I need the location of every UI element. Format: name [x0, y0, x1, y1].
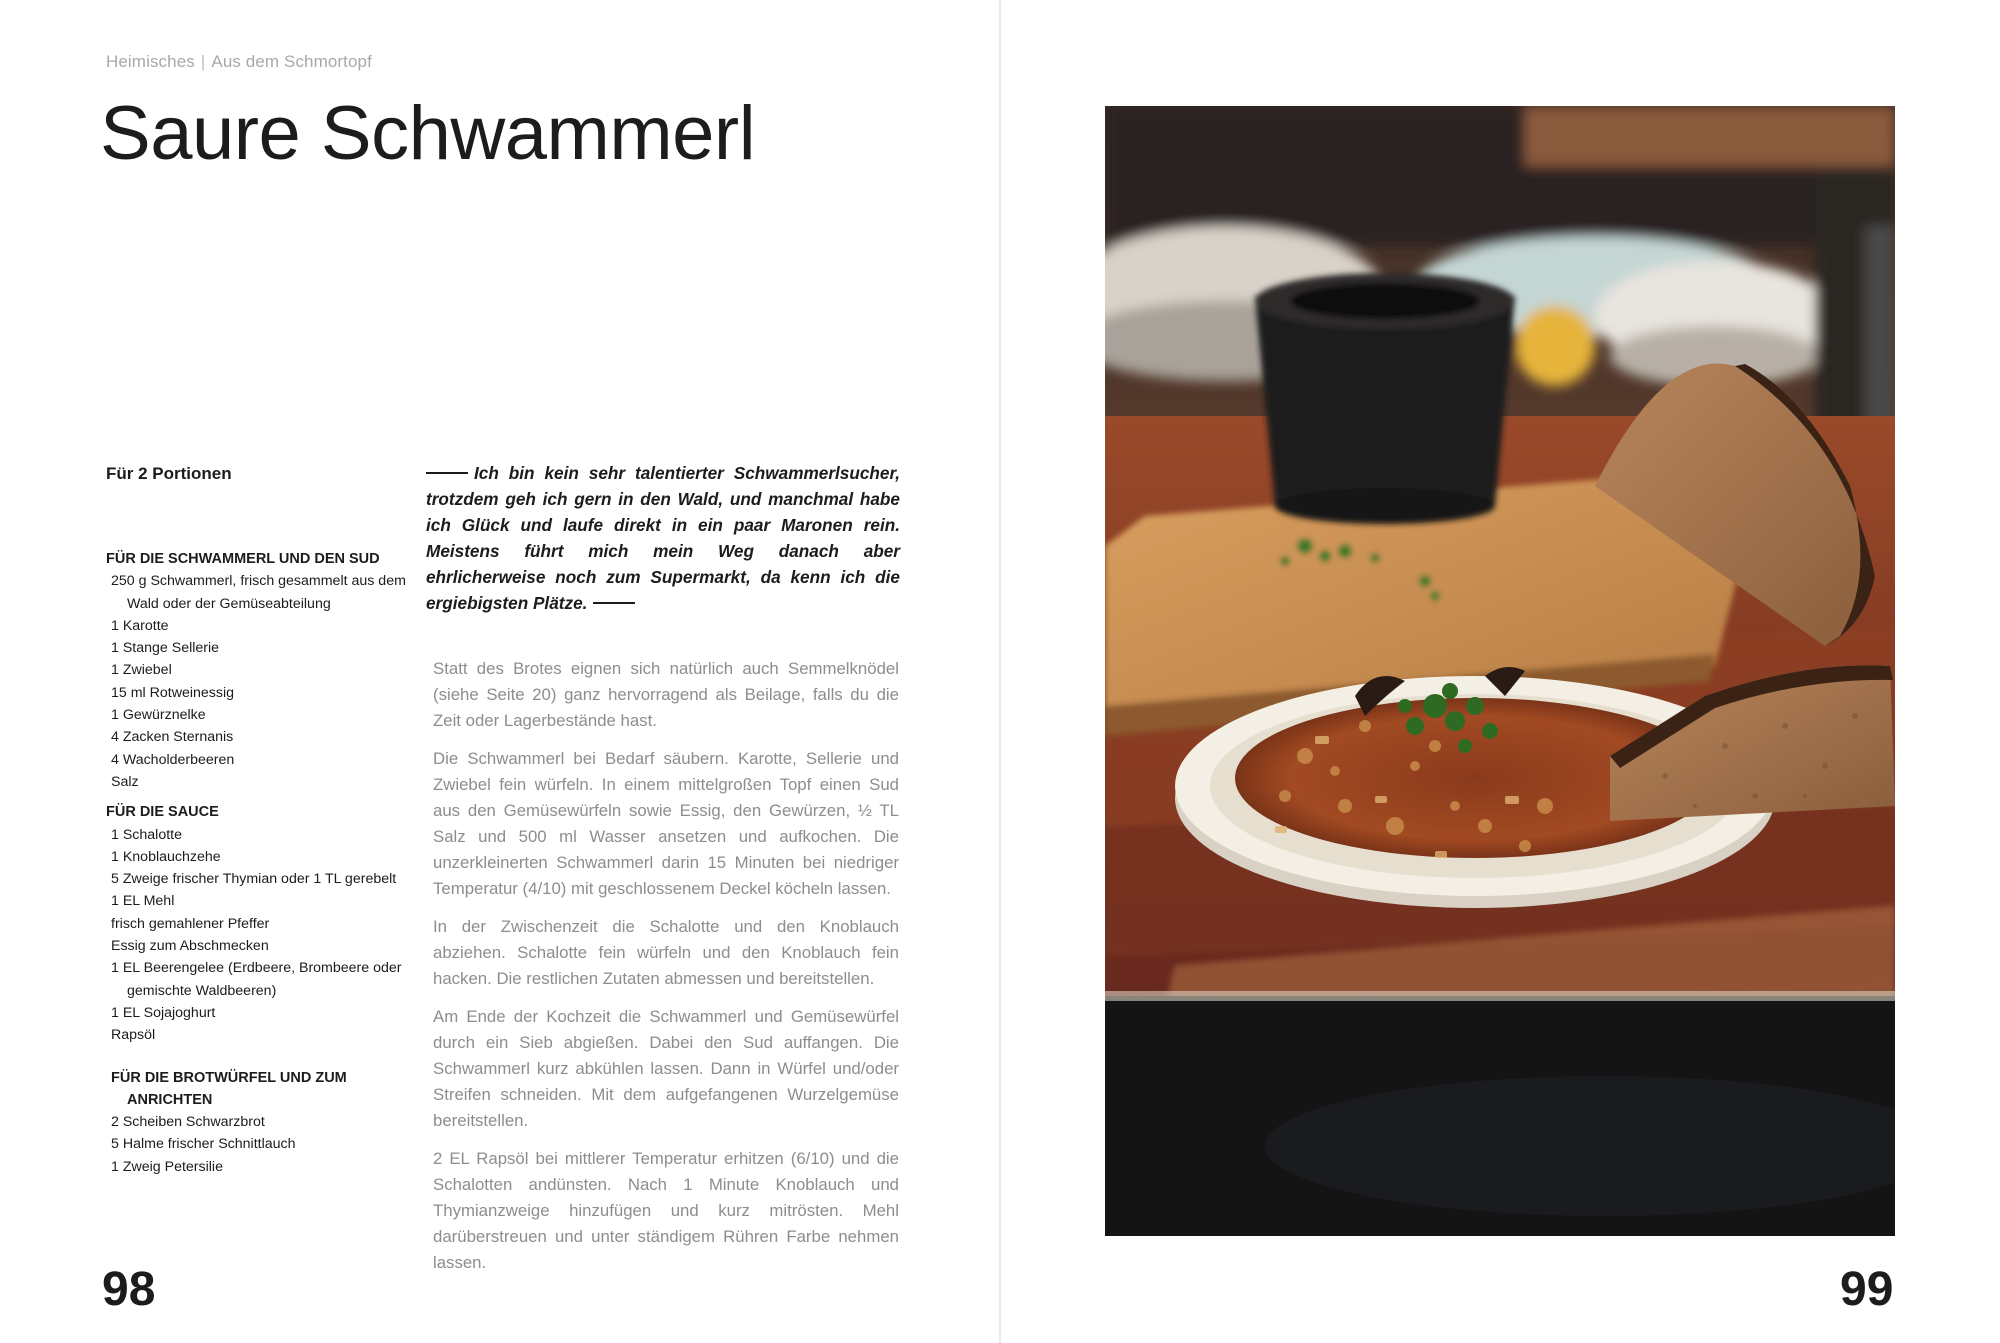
ingredient-item: 15 ml Rotweinessig — [111, 684, 235, 701]
recipe-title: Saure Schwammerl — [100, 91, 756, 176]
page-gutter — [999, 0, 1001, 1343]
ingredient-item: Rapsöl — [111, 1027, 156, 1044]
instruction-paragraph: 2 EL Rapsöl bei mittlerer Temperatur erhitzen (6/10) und die Schalotten andünsten. Nach 1 Minute Knoblauch und Thymianzweige hinzufügen und kurz mitrösten. Mehl darüberstreuen und unter ständigem Rühren Farbe nehmen lassen. — [433, 1149, 899, 1272]
intro-quote — [426, 460, 900, 616]
ingredient-item: 1 EL Beerengelee (Erdbeere, Brombeere oder gemischte Waldbeeren) — [111, 960, 402, 999]
ingredient-item: Essig zum Abschmecken — [111, 938, 269, 955]
servings-label: Für 2 Portionen — [106, 464, 232, 483]
instruction-paragraph: Die Schwammerl bei Bedarf säubern. Karotte, Sellerie und Zwiebel fein würfeln. In einem mittelgroßen Topf einen Sud aus den Gemüsewürfeln sowie Essig, den Gewürzen, ½ TL Salz und 500 ml Wasser ansetzen und aufkochen. Die unzerkleinerten Schwammerl darin 15 Minuten bei niedriger Temperatur (4/10) mit geschlossenem Deckel köcheln lassen. — [433, 749, 899, 898]
ingredient-item: 2 Scheiben Schwarzbrot — [111, 1114, 265, 1131]
ingredient-group — [106, 801, 416, 1046]
quote-dash — [593, 602, 635, 604]
quote-dash — [426, 472, 468, 474]
ingredient-group — [106, 1067, 416, 1178]
quote-text: Ich bin kein sehr talentierter Schwammerlsucher, trotzdem geh ich gern in den Wald, und manchmal habe ich Glück und laufe direkt in ein paar Maronen rein. Meistens führt mich mein Weg danach aber ehrlicherweise noch zum Supermarkt, da kenn ich die ergiebigsten Plätze. — [426, 463, 900, 613]
page-number-right: 99 — [1840, 1263, 1894, 1316]
ingredient-group-heading: FÜR DIE SAUCE — [106, 804, 219, 821]
ingredient-item: 1 EL Mehl — [111, 893, 175, 910]
ingredient-group-heading: FÜR DIE SCHWAMMERL UND DEN SUD — [106, 551, 380, 567]
ingredient-item: 1 Knoblauchzehe — [111, 848, 221, 865]
instruction-paragraph: Statt des Brotes eignen sich natürlich auch Semmelknödel (siehe Seite 20) ganz hervorragend als Beilage, falls du die Zeit oder Lagerbestände hast. — [433, 659, 899, 730]
ingredient-item: 1 Karotte — [111, 617, 169, 634]
ingredient-group-heading — [106, 1067, 416, 1112]
ingredient-group-heading-line: ANRICHTEN — [127, 1091, 213, 1108]
recipe-photo — [1105, 106, 1895, 1236]
ingredients-list — [106, 548, 416, 1178]
breadcrumb-subsection: Aus dem Schmortopf — [211, 52, 372, 71]
ingredient-item: 4 Zacken Sternanis — [111, 729, 234, 746]
ingredient-item: 5 Zweige frischer Thymian oder 1 TL gerebelt — [111, 871, 397, 888]
ingredient-item: 1 EL Sojajoghurt — [111, 1004, 216, 1021]
ingredient-item: 4 Wacholderbeeren — [111, 751, 235, 768]
ingredient-item: 1 Gewürznelke — [111, 707, 206, 724]
breadcrumb-separator: | — [200, 52, 206, 71]
ingredient-item: 1 Zweig Petersilie — [111, 1158, 223, 1175]
ingredient-group-heading-line: FÜR DIE BROTWÜRFEL UND ZUM — [111, 1069, 347, 1086]
ingredient-item: 1 Schalotte — [111, 826, 182, 843]
breadcrumb-section: Heimisches — [106, 52, 195, 71]
ingredient-group — [106, 548, 416, 793]
ingredient-item: 1 Stange Sellerie — [111, 640, 220, 657]
ingredient-item: frisch gemahlener Pfeffer — [111, 915, 270, 932]
ingredient-item: 250 g Schwammerl, frisch gesammelt aus dem Wald oder der Gemüseabteilung — [111, 573, 406, 612]
instruction-paragraph: Am Ende der Kochzeit die Schwammerl und Gemüsewürfel durch ein Sieb abgießen. Dabei den Sud auffangen. Die Schwammerl kurz abkühlen lassen. Dann in Würfel und/oder Streifen schneiden. Mit dem aufgefangenen Wurzelgemüse bereitstellen. — [433, 1007, 899, 1130]
breadcrumb — [106, 52, 372, 72]
ingredient-item: 5 Halme frischer Schnittlauch — [111, 1136, 296, 1153]
ingredient-item: 1 Zwiebel — [111, 662, 172, 679]
ingredient-item: Salz — [111, 773, 139, 790]
instruction-paragraph: In der Zwischenzeit die Schalotte und den Knoblauch abziehen. Schalotte fein würfeln und den Knoblauch fein hacken. Die restlichen Zutaten abmessen und bereitstellen. — [433, 917, 899, 988]
instructions — [433, 656, 899, 1288]
page-number-left: 98 — [102, 1263, 156, 1316]
mortar — [1255, 273, 1515, 524]
